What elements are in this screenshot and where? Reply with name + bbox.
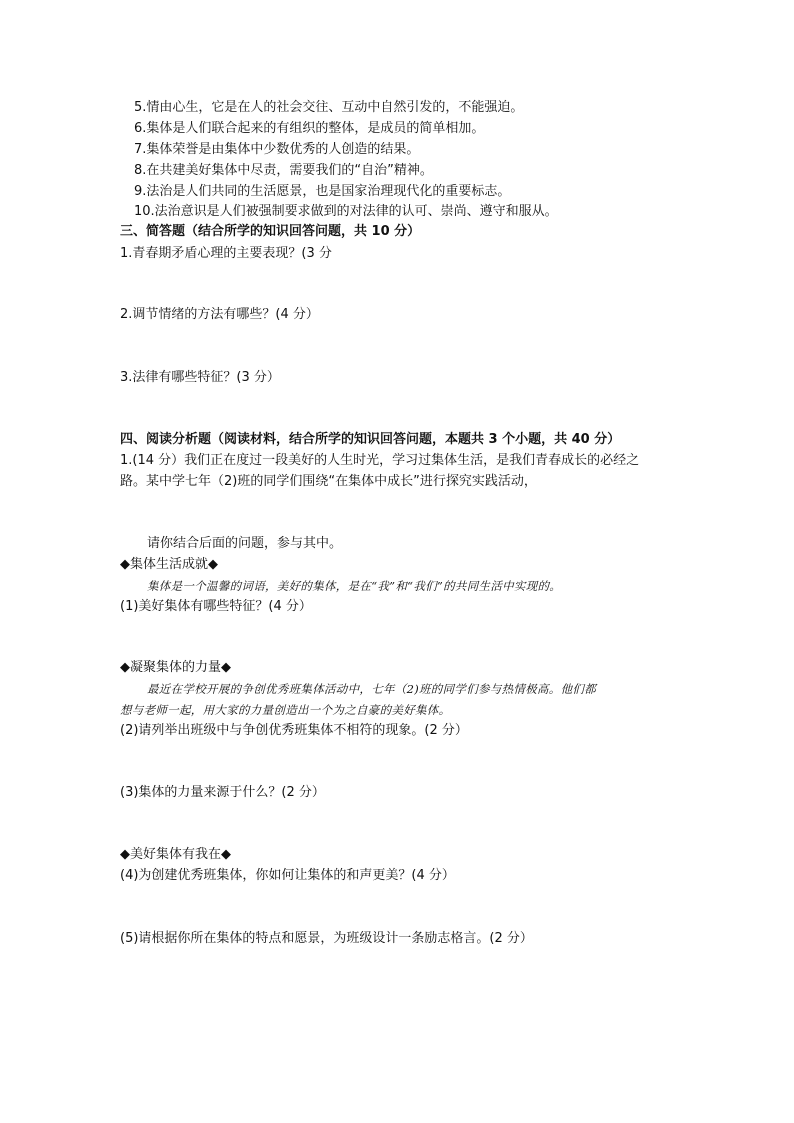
statement-10: 10.法治意识是人们被强制要求做到的对法律的认可、崇尚、遵守和服从。 xyxy=(134,204,558,219)
statement-6: 6.集体是人们联合起来的有组织的整体，是成员的简单相加。 xyxy=(134,121,485,136)
part-1-material: 集体是一个温馨的词语，美好的集体，是在“我”和“我们”的共同生活中实现的。 xyxy=(147,579,562,593)
reading-intro-line-1: 1.(14 分）我们正在度过一段美好的人生时光，学习过集体生活，是我们青春成长的必经之 xyxy=(120,453,640,468)
short-answer-q3: 3.法律有哪些特征？(3 分） xyxy=(120,370,280,385)
statement-5: 5.情由心生，它是在人的社会交往、互动中自然引发的，不能强迫。 xyxy=(134,100,524,115)
reading-q2: (2)请列举出班级中与争创优秀班集体不相符的现象。(2 分） xyxy=(120,723,468,738)
part-2-title: ◆凝聚集体的力量◆ xyxy=(120,660,231,675)
part-1-title: ◆集体生活成就◆ xyxy=(120,557,218,572)
short-answer-q1: 1.青春期矛盾心理的主要表现？(3 分 xyxy=(120,246,332,261)
reading-q5: (5)请根据你所在集体的特点和愿景，为班级设计一条励志格言。(2 分） xyxy=(120,931,533,946)
part-2-material-line-1: 最近在学校开展的争创优秀班集体活动中，七年（2)班的同学们参与热情极高。他们都 xyxy=(147,682,596,696)
part-2-material-line-2: 想与老师一起，用大家的力量创造出一个为之自豪的美好集体。 xyxy=(120,703,451,717)
reading-q4: (4)为创建优秀班集体，你如何让集体的和声更美？(4 分） xyxy=(120,868,455,883)
reading-q1: (1)美好集体有哪些特征？(4 分） xyxy=(120,599,312,614)
section-4-heading: 四、阅读分析题（阅读材料，结合所学的知识回答问题，本题共 3 个小题，共 40 分） xyxy=(120,432,621,447)
short-answer-q2: 2.调节情绪的方法有哪些？(4 分） xyxy=(120,307,319,322)
part-3-title: ◆美好集体有我在◆ xyxy=(120,847,231,862)
statement-8: 8.在共建美好集体中尽责，需要我们的“自治”精神。 xyxy=(134,163,433,178)
statement-7: 7.集体荣誉是由集体中少数优秀的人创造的结果。 xyxy=(134,142,420,157)
reading-prompt: 请你结合后面的问题，参与其中。 xyxy=(147,536,343,551)
reading-intro-line-2: 路。某中学七年（2)班的同学们围绕“在集体中成长”进行探究实践活动， xyxy=(120,474,537,489)
reading-q3: (3)集体的力量来源于什么？(2 分） xyxy=(120,785,325,800)
statement-9: 9.法治是人们共同的生活愿景，也是国家治理现代化的重要标志。 xyxy=(134,184,511,199)
section-3-heading: 三、简答题（结合所学的知识回答问题，共 10 分） xyxy=(120,224,421,239)
